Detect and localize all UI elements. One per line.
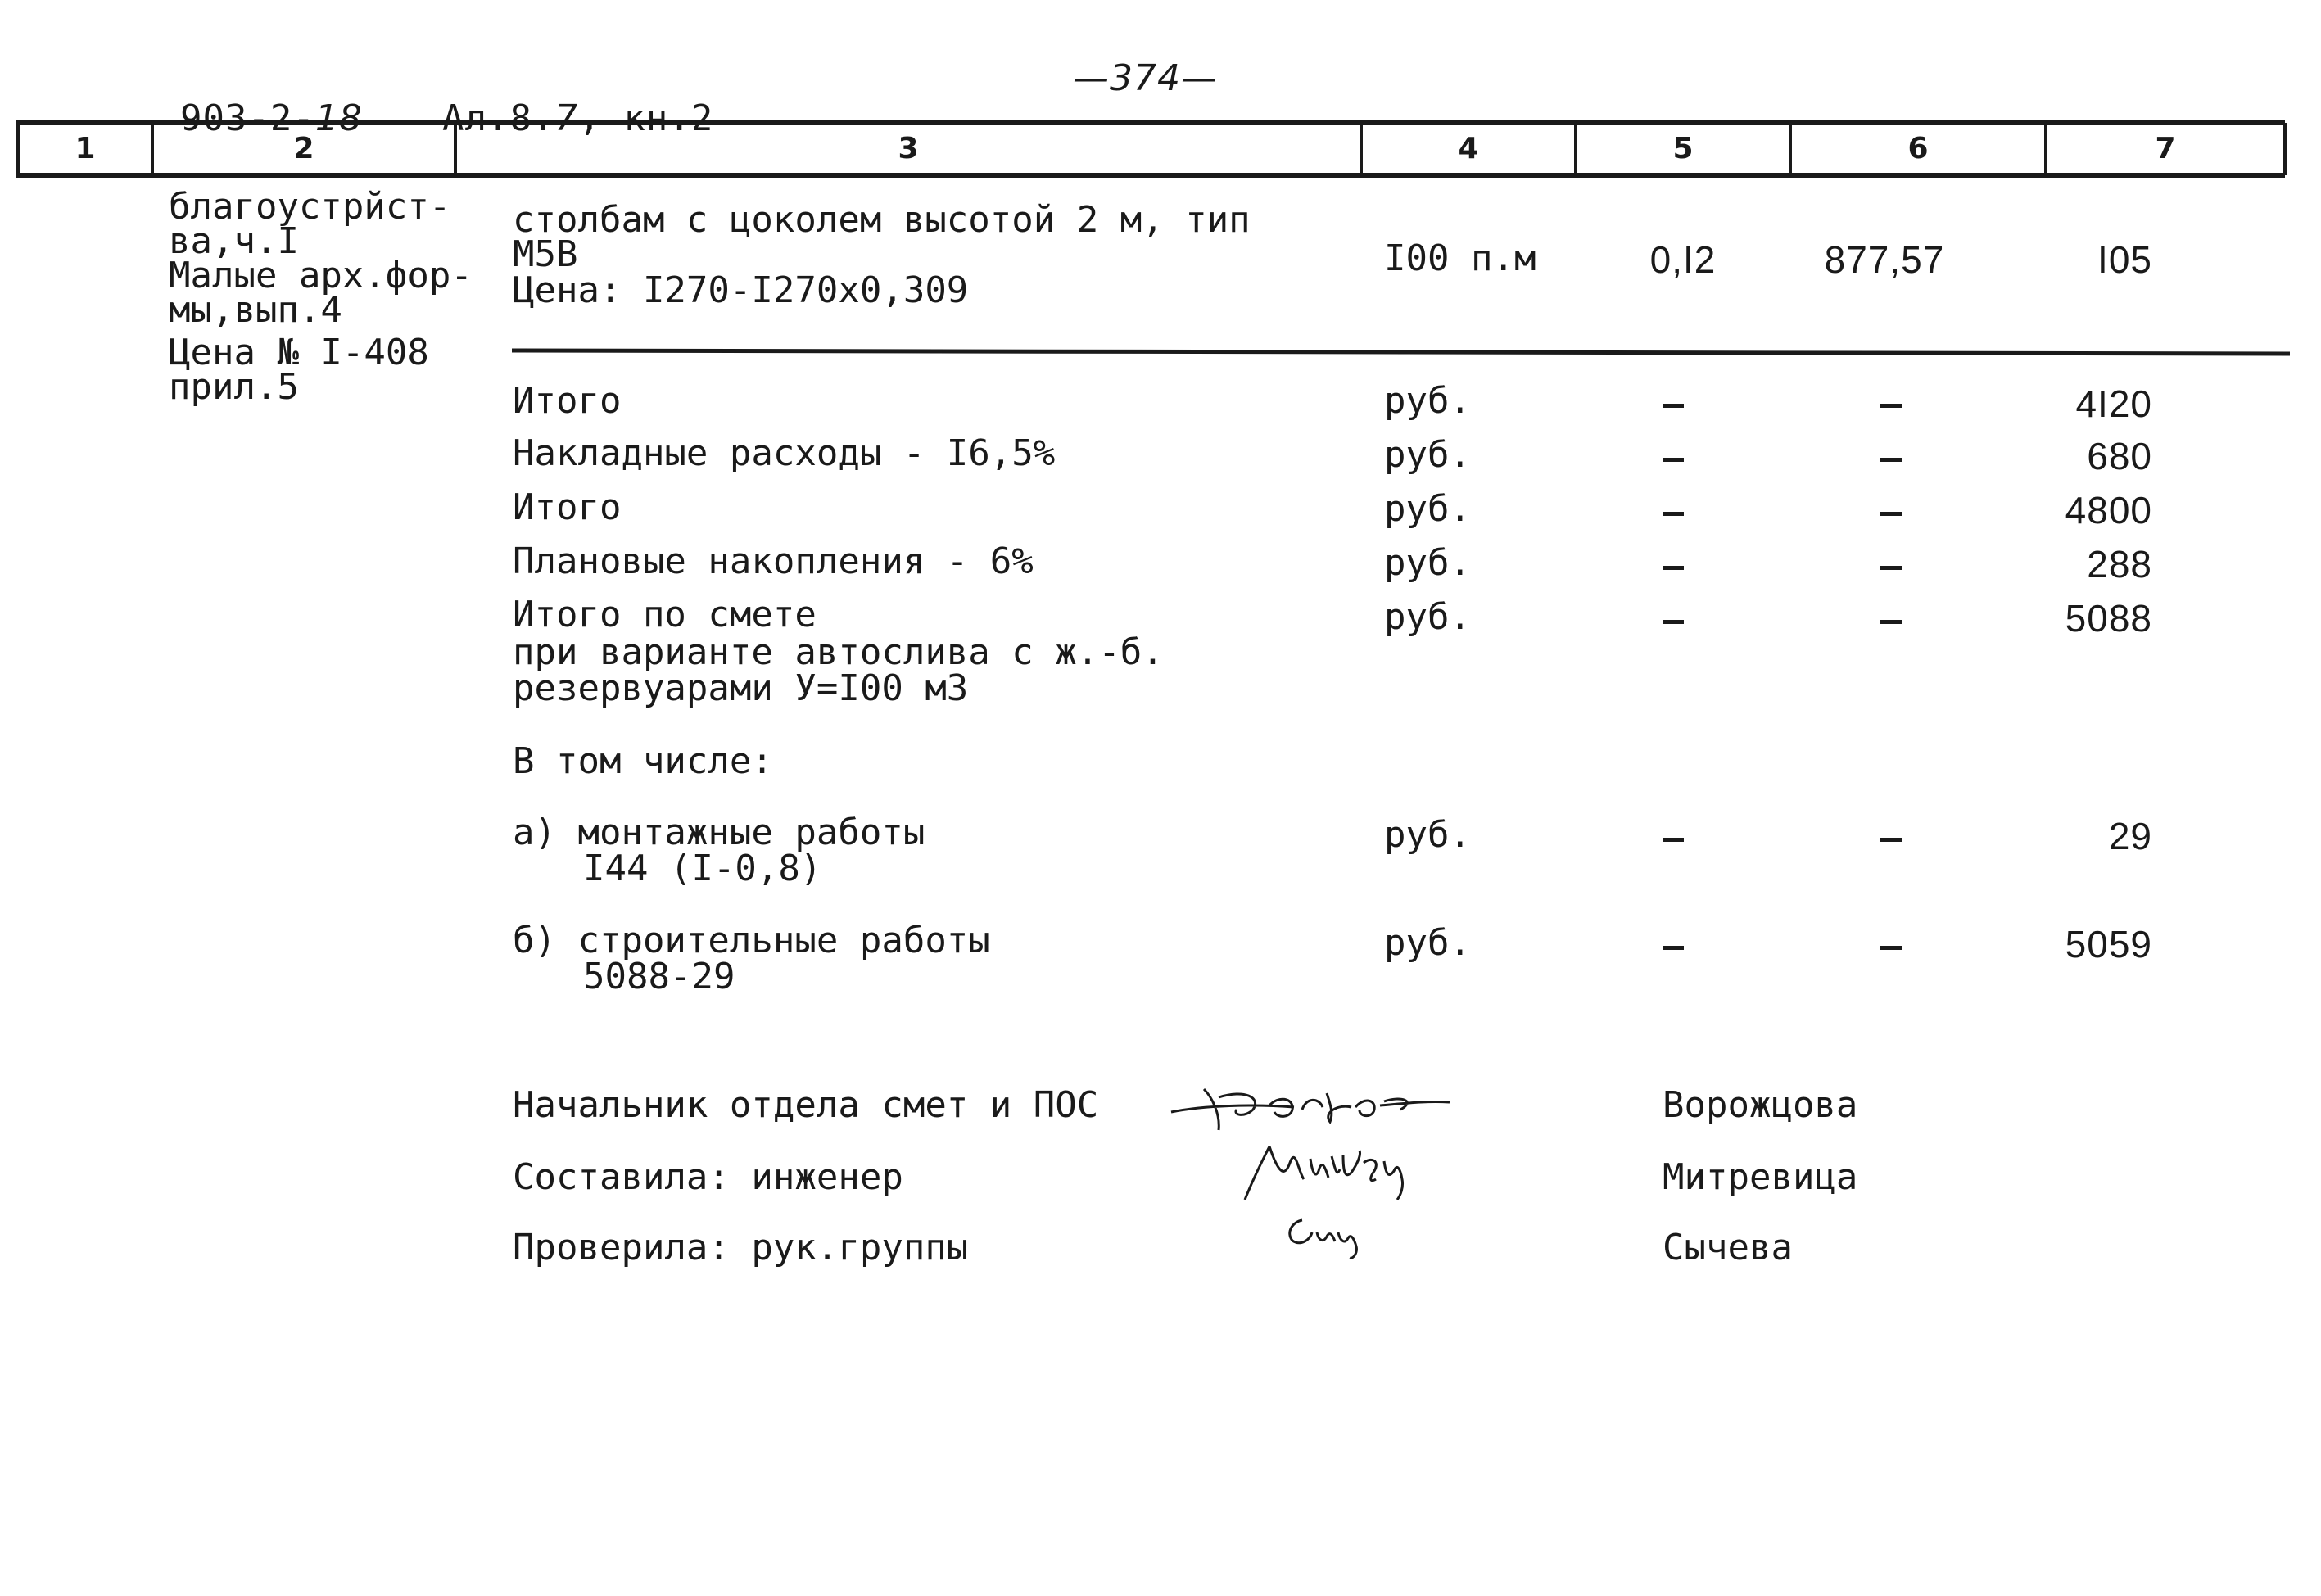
- summary-unit: руб.: [1384, 542, 1471, 584]
- part-label: а) монтажные работы: [513, 812, 925, 853]
- item-price: 877,57: [1824, 238, 1945, 281]
- signatory-name: Митревица: [1663, 1156, 1858, 1198]
- part-col6: [1880, 925, 1881, 926]
- item-description-line: М5В: [513, 233, 578, 275]
- reference-line: благоустрйст-: [169, 186, 451, 228]
- handwritten-signature: [1155, 1065, 1613, 1310]
- summary-col6: [1880, 545, 1881, 546]
- item-quantity: 0,I2: [1649, 238, 1717, 281]
- column-header-1: 1: [75, 132, 96, 165]
- part-label: б) строительные работы: [513, 920, 990, 961]
- summary-label: Итого по смете: [513, 594, 817, 635]
- summary-col6: [1880, 437, 1881, 438]
- reference-line: мы,вып.4: [169, 289, 342, 331]
- part-formula: I44 (I-0,8): [583, 848, 822, 889]
- reference-line: ва,ч.I: [169, 220, 299, 262]
- page-number: —374—: [1073, 57, 1218, 99]
- summary-label: Плановые накопления - 6%: [513, 540, 1034, 582]
- column-header-5: 5: [1672, 132, 1694, 165]
- item-description-line: Цена: I270-I270х0,309: [513, 269, 969, 311]
- part-total: 5059: [2065, 923, 2152, 965]
- reference-line: прил.5: [169, 366, 299, 408]
- estimate-note-line: резервуарами У=I00 м3: [513, 667, 969, 709]
- signature-role: Составила: инженер: [513, 1156, 903, 1198]
- column-header-3: 3: [898, 132, 919, 165]
- series-suffix: 18: [314, 97, 363, 139]
- part-formula: 5088-29: [583, 956, 735, 997]
- summary-col6: [1880, 599, 1881, 600]
- signature-role: Проверила: рук.группы: [513, 1227, 969, 1268]
- column-header-4: 4: [1458, 132, 1479, 165]
- summary-label: Итого: [513, 486, 622, 528]
- summary-unit: руб.: [1384, 434, 1471, 476]
- estimate-note-line: при варианте автослива с ж.-б.: [513, 631, 1164, 673]
- part-unit: руб.: [1384, 814, 1471, 856]
- reference-line: Цена № I-408: [169, 332, 429, 373]
- empty-dash: [1880, 620, 1902, 624]
- part-col6: [1880, 817, 1881, 818]
- item-total: I05: [2097, 238, 2152, 281]
- empty-dash: [1663, 838, 1684, 842]
- summary-total: 4800: [2065, 489, 2152, 531]
- summary-total: 288: [2087, 543, 2152, 586]
- album-number: 7: [554, 97, 579, 139]
- empty-dash: [1663, 458, 1684, 462]
- summary-col6: [1880, 383, 1881, 384]
- signatory-name: Ворожцова: [1663, 1084, 1858, 1126]
- signatory-name: Сычева: [1663, 1227, 1793, 1268]
- empty-dash: [1663, 946, 1684, 950]
- summary-total: 5088: [2065, 597, 2152, 640]
- reference-line: Малые арх.фор-: [169, 255, 473, 296]
- part-unit: руб.: [1384, 922, 1471, 964]
- album-prefix: Ал.8.: [441, 97, 555, 139]
- summary-total: 680: [2087, 435, 2152, 477]
- summary-label: Накладные расходы - I6,5%: [513, 432, 1056, 474]
- empty-dash: [1880, 512, 1902, 516]
- empty-dash: [1663, 566, 1684, 570]
- signature-role: Начальник отдела смет и ПОС: [513, 1084, 1099, 1126]
- summary-label: Итого: [513, 380, 622, 422]
- summary-unit: руб.: [1384, 596, 1471, 638]
- item-unit: I00 п.м: [1384, 237, 1536, 279]
- empty-dash: [1880, 946, 1902, 950]
- item-description-line: столбам с цоколем высотой 2 м, тип: [513, 199, 1251, 241]
- empty-dash: [1880, 458, 1902, 462]
- empty-dash: [1880, 404, 1902, 408]
- empty-dash: [1663, 512, 1684, 516]
- empty-dash: [1880, 838, 1902, 842]
- including-label: В том числе:: [513, 740, 773, 782]
- column-header-7: 7: [2155, 132, 2176, 165]
- summary-total: 4I20: [2075, 382, 2152, 425]
- series-code: 903-2-: [179, 97, 315, 139]
- column-header-2: 2: [293, 132, 314, 165]
- album-book: , кн.2: [578, 97, 714, 139]
- summary-col6: [1880, 491, 1881, 492]
- empty-dash: [1663, 620, 1684, 624]
- empty-dash: [1880, 566, 1902, 570]
- summary-unit: руб.: [1384, 488, 1471, 530]
- summary-unit: руб.: [1384, 380, 1471, 422]
- part-total: 29: [2108, 815, 2152, 857]
- empty-dash: [1663, 404, 1684, 408]
- column-header-6: 6: [1907, 132, 1929, 165]
